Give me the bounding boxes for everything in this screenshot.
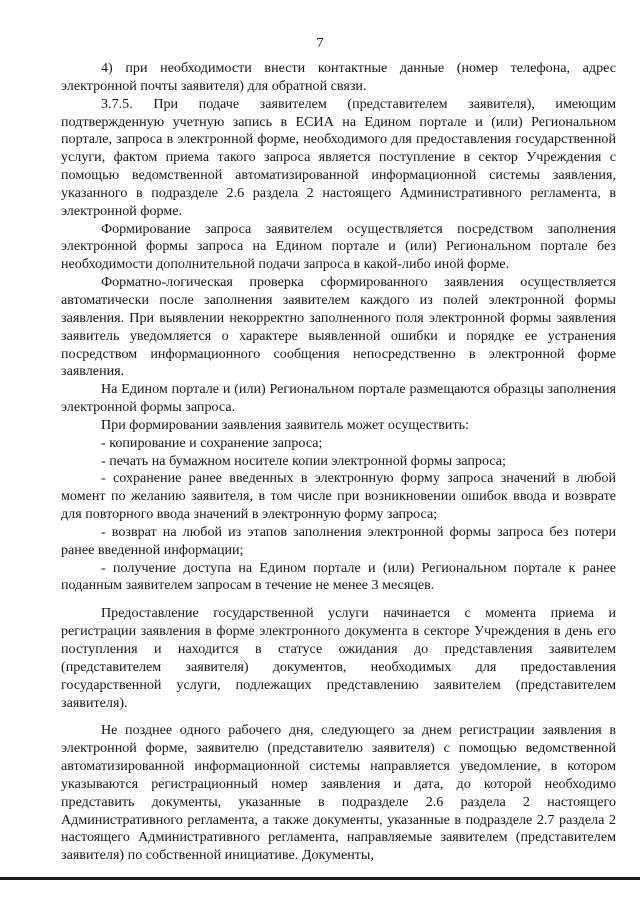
paragraph-samples: На Едином портале и (или) Региональном портале размещаются образцы заполнения электронной формы запроса. [61,381,616,416]
paragraph-applicant-can: При формировании заявления заявитель может осуществить: [101,416,469,433]
list-item-copy-save: - копирование и сохранение запроса; [101,434,323,451]
paragraph-service-start: Предоставление государственной услуги начинается с момента приема и регистрации заявления в форме электронного документа в секторе Учреждения в день его поступления и находится в статусе ожидания до представления заявителем (представителем заявителя) документов, необходимых для предоставления государственной услуги, подлежащих представлению заявителем (представителем заявителя). [61,605,616,711]
paragraph-request-forming: Формирование запроса заявителем осуществляется посредством заполнения электронной формы запроса на Едином портале и (или) Региональном портале без необходимости дополнительной подачи запроса в какой-либо иной форме. [61,220,616,273]
list-item-access: - получение доступа на Едином портале и (или) Региональном портале к ранее поданным заявителем запросам в течение не менее 3 месяцев. [61,559,616,594]
body-text [61,60,616,865]
paragraph-3-7-5: 3.7.5. При подаче заявителем (представителем заявителя), имеющим подтвержденную учетную запись в ЕСИА на Едином портале и (или) Региональном портале, запроса в электронной форме, необходимого для предоставления государственной услуги, фактом приема такого запроса является поступление в сектор Учреждения с помощью ведомственной автоматизированной информационной системы заявления, указанного в подразделе 2.6 раздела 2 настоящего Административного регламента, в электронной форме. [61,95,616,219]
list-item-return: - возврат на любой из этапов заполнения электронной формы запроса без потери ранее введенной информации; [61,523,616,558]
list-item-print: - печать на бумажном носителе копии электронной формы запроса; [101,452,506,469]
page-number: 7 [316,36,324,51]
bottom-rule [0,877,640,880]
paragraph-notification: Не позднее одного рабочего дня, следующего за днем регистрации заявления в электронной форме, заявителю (представителю заявителя) с помощью ведомственной автоматизированной информационной системы направляется уведомление, в котором указываются регистрационный номер заявления и дата, до которой необходимо представить документы, указанные в подразделе 2.6 раздела 2 настоящего Административного регламента, а также документы, указанные в подразделе 2.7 раздела 2 настоящего Административного регламента, направляемые заявителем (представителем заявителя) по собственной инициативе. Документы, [61,722,616,864]
paragraph-format-check: Форматно-логическая проверка сформированного заявления осуществляется автоматически после заполнения заявителем каждого из полей электронной формы заявления. При выявлении некорректно заполненного поля электронной формы заявления заявитель уведомляется о характере выявленной ошибки и порядке ее устранения посредством информационного сообщения непосредственно в электронной форме заявления. [61,274,616,380]
list-item-save-values: - сохранение ранее введенных в электронную форму запроса значений в любой момент по желанию заявителя, в том числе при возникновении ошибок ввода и возврате для повторного ввода значений в электронную форму запроса; [61,470,616,523]
paragraph-contact-data: 4) при необходимости внести контактные данные (номер телефона, адрес электронной почты заявителя) для обратной связи. [61,60,616,94]
